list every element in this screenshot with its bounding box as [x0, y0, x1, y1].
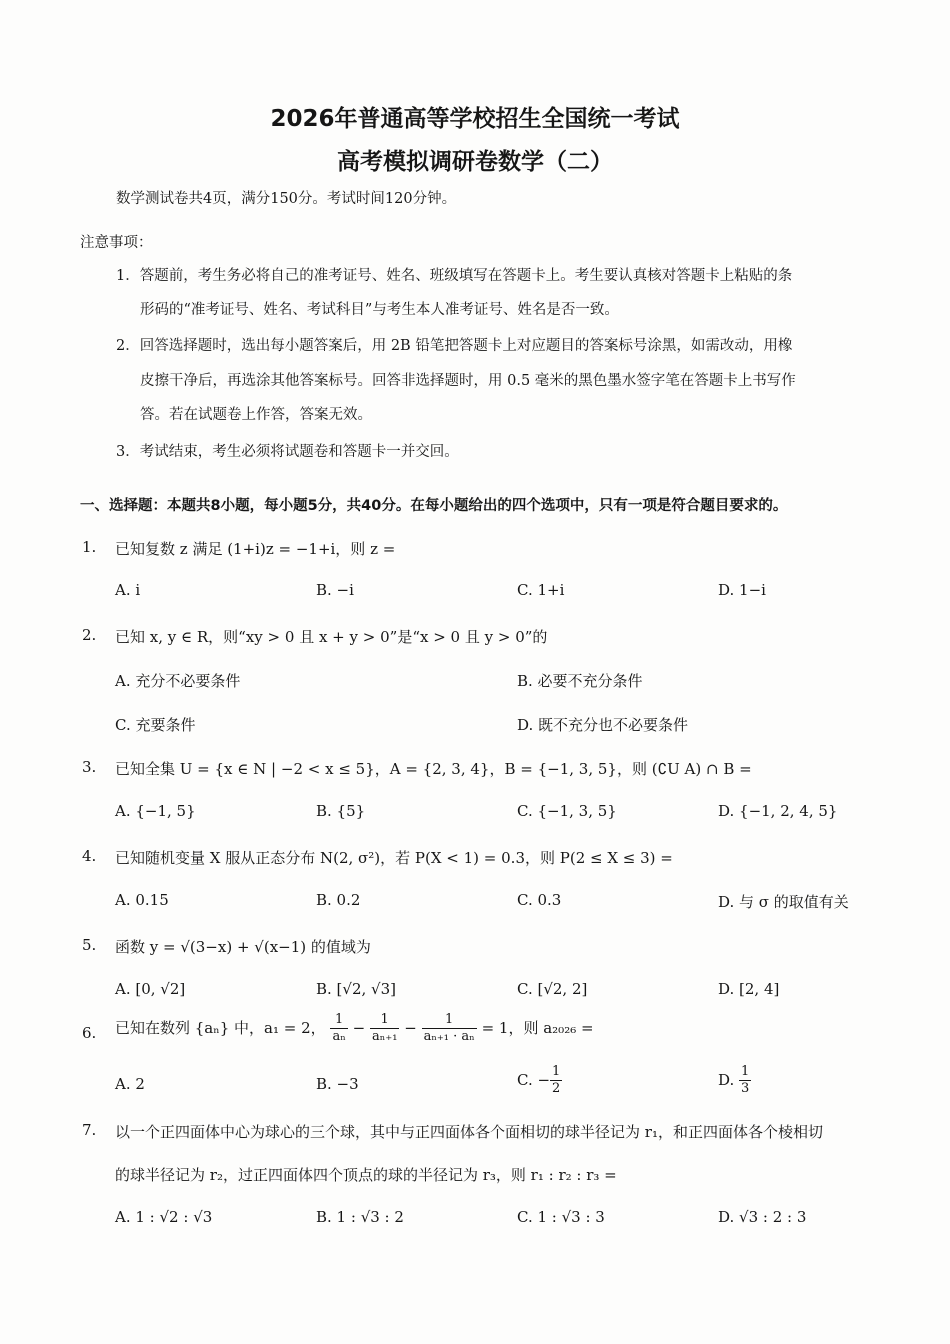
notice-item-cont: 答。若在试题卷上作答，答案无效。 [140, 407, 372, 423]
question-number: 1. [82, 538, 97, 556]
fraction-numerator: 1 [370, 1012, 399, 1029]
question-text-cont: 的球半径记为 r₂，过正四面体四个顶点的球的半径记为 r₃，则 r₁ : r₂ : r₃ = [115, 1166, 617, 1184]
option-b: B. 0.2 [316, 891, 361, 909]
option-b: B. −i [316, 581, 354, 599]
notice-item-cont: 皮擦干净后，再选涂其他答案标号。回答非选择题时，用 0.5 毫米的黑色墨水签字笔在答题卡上书写作 [140, 373, 796, 389]
fraction [370, 1012, 399, 1046]
option-b: B. 1 : √3 : 2 [316, 1208, 404, 1226]
notice-item: 3．考试结束，考生必须将试题卷和答题卡一并交回。 [116, 444, 459, 460]
fraction [422, 1012, 477, 1046]
section-heading: 一、选择题：本题共8小题，每小题5分，共40分。在每小题给出的四个选项中，只有一项是符合题目要求的。 [80, 498, 788, 514]
fraction-numerator: 1 [422, 1012, 477, 1029]
fraction-denominator: 3 [741, 1081, 750, 1097]
option-c [517, 1064, 562, 1098]
question-text-prefix: 已知在数列 {aₙ} 中，a₁ = 2， [115, 1018, 326, 1037]
fraction [739, 1064, 751, 1098]
option-a: A. 1 : √2 : √3 [115, 1208, 213, 1226]
option-label: C. − [517, 1070, 551, 1089]
option-c: C. [√2, 2] [517, 980, 588, 998]
option-d: D. 既不充分也不必要条件 [517, 716, 689, 734]
option-b: B. {5} [316, 802, 366, 820]
question-number: 5. [82, 936, 97, 954]
option-b: B. −3 [316, 1075, 359, 1093]
fraction-numerator: 1 [739, 1064, 751, 1081]
option-d: D. 1−i [718, 581, 766, 599]
option-a: A. [0, √2] [115, 980, 186, 998]
question-text: 已知复数 z 满足 (1+i)z = −1+i，则 z = [115, 540, 396, 558]
option-a: A. 充分不必要条件 [115, 672, 241, 690]
option-c: C. 1+i [517, 581, 565, 599]
notice-item: 2．回答选择题时，选出每小题答案后，用 2B 铅笔把答题卡上对应题目的答案标号涂黑，如需改动，用橡 [116, 338, 793, 354]
notice-item-cont: 形码的“准考证号、姓名、考试科目”与考生本人准考证号、姓名是否一致。 [140, 302, 619, 318]
fraction-numerator: 1 [550, 1064, 562, 1081]
option-b: B. 必要不充分条件 [517, 672, 643, 690]
exam-intro: 数学测试卷共4页，满分150分。考试时间120分钟。 [116, 191, 457, 207]
question-text: 已知随机变量 X 服从正态分布 N(2, σ²)，若 P(X < 1) = 0.3，则 P(2 ≤ X ≤ 3) = [115, 849, 673, 867]
question-number: 6. [82, 1024, 97, 1042]
option-label: D. [718, 1070, 740, 1089]
fraction-denominator: aₙ₊₁ [371, 1029, 398, 1045]
question-number: 2. [82, 626, 97, 644]
fraction-denominator: 2 [552, 1081, 561, 1097]
question-number: 4. [82, 847, 97, 865]
option-d: D. {−1, 2, 4, 5} [718, 802, 838, 820]
option-d: D. 与 σ 的取值有关 [718, 893, 849, 911]
fraction-denominator: aₙ₊₁ · aₙ [423, 1029, 475, 1045]
option-d [718, 1064, 751, 1098]
fraction [550, 1064, 562, 1098]
question-number: 7. [82, 1121, 97, 1139]
option-d: D. [2, 4] [718, 980, 780, 998]
question-text: 以一个正四面体中心为球心的三个球，其中与正四面体各个面相切的球半径记为 r₁，和正四面体各个棱相切 [115, 1123, 823, 1141]
option-a: A. 2 [115, 1075, 145, 1093]
option-c: C. 0.3 [517, 891, 562, 909]
question-number: 3. [82, 758, 97, 776]
notice-item: 1．答题前，考生务必将自己的准考证号、姓名、班级填写在答题卡上。考生要认真核对答题卡上粘贴的条 [116, 268, 793, 284]
question-text: 已知全集 U = {x ∈ N | −2 < x ≤ 5}，A = {2, 3, 4}，B = {−1, 3, 5}，则 (∁U A) ∩ B = [115, 760, 752, 778]
option-a: A. 0.15 [115, 891, 169, 909]
option-d: D. √3 : 2 : 3 [718, 1208, 807, 1226]
question-text [115, 1012, 594, 1046]
minus-sign: − [352, 1018, 366, 1037]
exam-title: 2026年普通高等学校招生全国统一考试 [270, 106, 680, 132]
notice-heading: 注意事项： [80, 235, 153, 251]
fraction-denominator: aₙ [332, 1029, 346, 1045]
option-c: C. 1 : √3 : 3 [517, 1208, 605, 1226]
question-text: 已知 x, y ∈ R，则“xy > 0 且 x + y > 0”是“x > 0 且 y > 0”的 [115, 628, 548, 646]
question-text-suffix: = 1，则 a₂₀₂₆ = [481, 1018, 594, 1037]
option-c: C. 充要条件 [115, 716, 196, 734]
option-b: B. [√2, √3] [316, 980, 397, 998]
option-c: C. {−1, 3, 5} [517, 802, 617, 820]
fraction-numerator: 1 [330, 1012, 347, 1029]
option-a: A. i [115, 581, 141, 599]
question-text: 函数 y = √(3−x) + √(x−1) 的值域为 [115, 938, 371, 956]
minus-sign: − [404, 1018, 417, 1037]
option-a: A. {−1, 5} [115, 802, 196, 820]
exam-subtitle: 高考模拟调研卷数学（二） [337, 149, 613, 175]
fraction [330, 1012, 347, 1046]
